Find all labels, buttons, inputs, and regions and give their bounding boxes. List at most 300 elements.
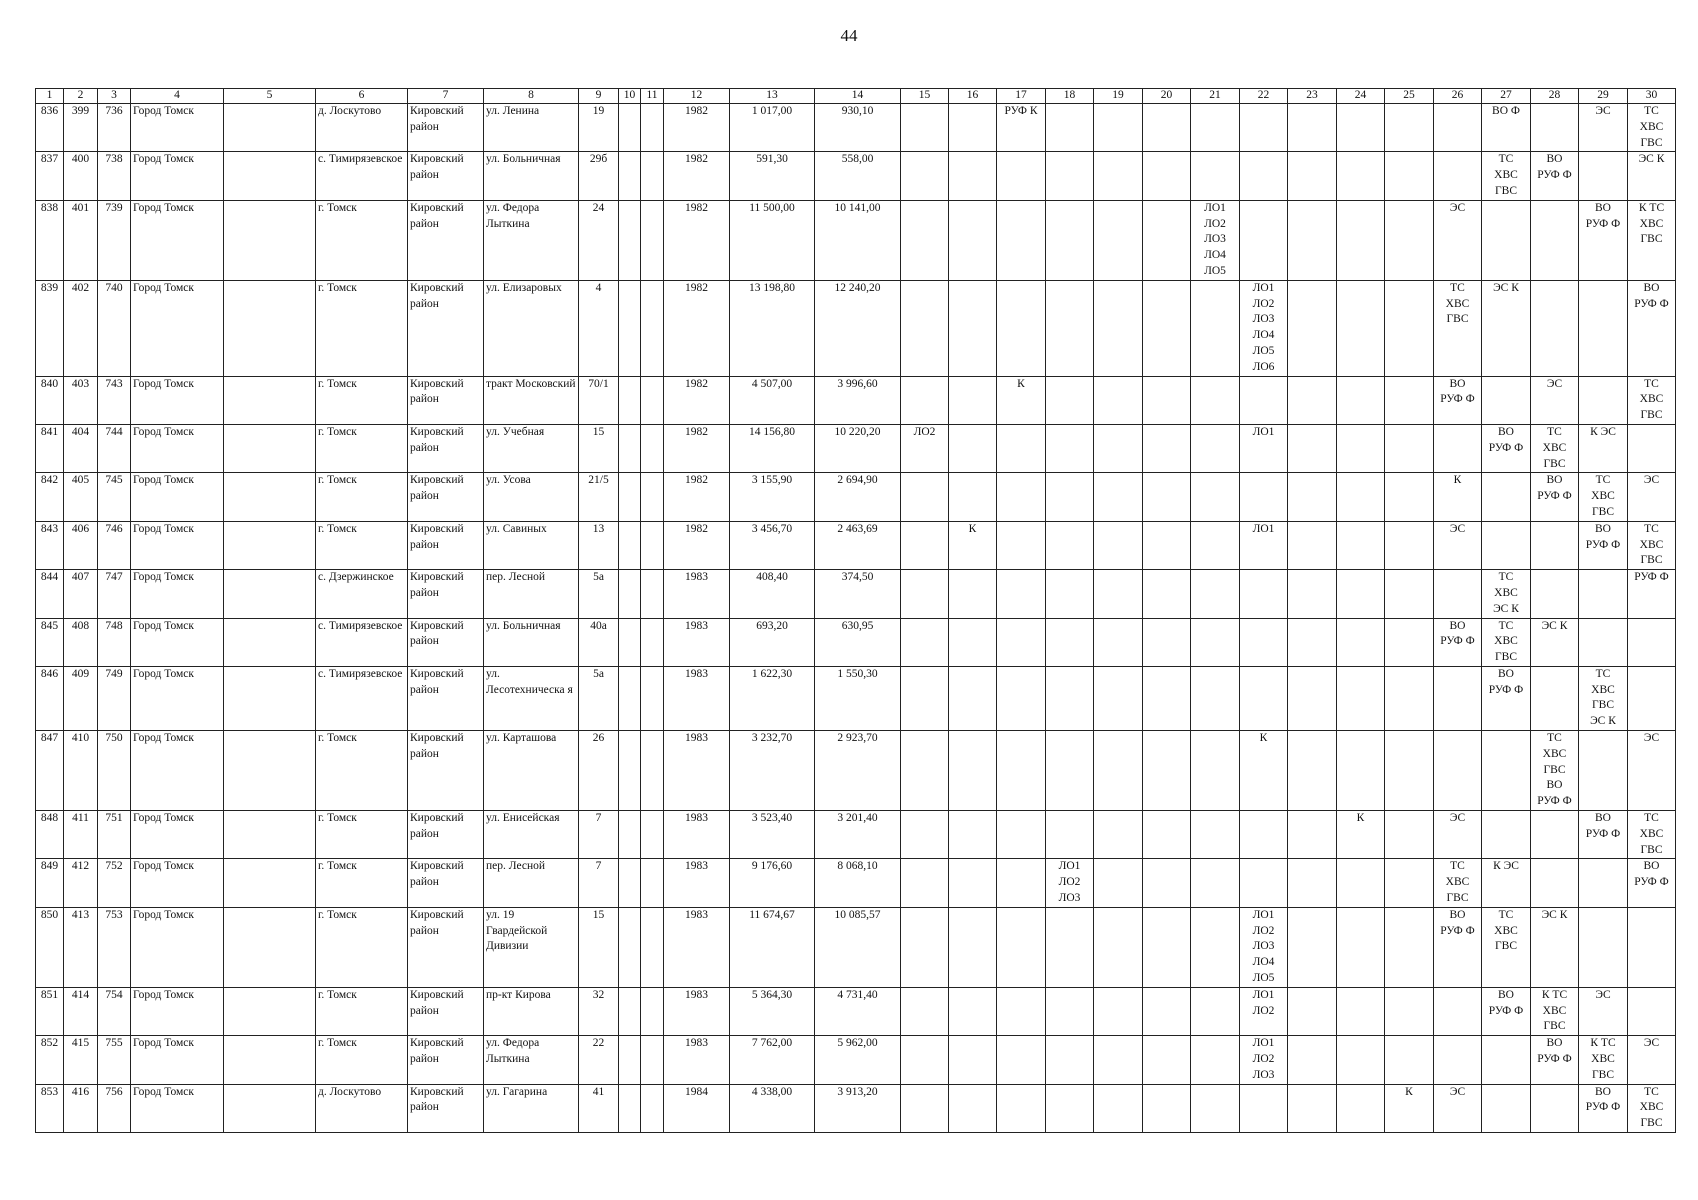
table-cell-col-12: 1983 (664, 618, 730, 666)
table-cell-col-26: ВО РУФ Ф (1434, 618, 1482, 666)
table-cell-col-27 (1482, 1084, 1531, 1132)
table-cell-col-17 (997, 811, 1046, 859)
table-row (36, 280, 1676, 376)
table-cell-col-7: Кировский район (408, 473, 484, 521)
table-cell-col-9: 32 (579, 987, 619, 1035)
table-cell-col-18 (1046, 200, 1094, 280)
table-cell-col-10 (619, 570, 641, 618)
table-cell-col-7: Кировский район (408, 521, 484, 569)
column-header-6: 6 (316, 89, 408, 104)
table-cell-col-4: Город Томск (131, 618, 224, 666)
table-cell-col-5 (224, 280, 316, 376)
table-cell-col-11 (641, 618, 664, 666)
table-cell-col-28 (1531, 200, 1579, 280)
table-cell-col-11 (641, 570, 664, 618)
table-cell-col-15 (901, 859, 949, 907)
table-cell-col-16 (949, 731, 997, 811)
table-cell-col-2: 408 (64, 618, 98, 666)
table-cell-col-3: 756 (98, 1084, 131, 1132)
table-cell-col-8: пер. Лесной (484, 570, 579, 618)
table-cell-col-25 (1385, 376, 1434, 424)
table-cell-col-19 (1094, 987, 1143, 1035)
table-cell-col-13: 13 198,80 (730, 280, 815, 376)
table-cell-col-6: с. Тимирязевское (316, 666, 408, 730)
table-cell-col-25 (1385, 618, 1434, 666)
table-cell-col-20 (1143, 521, 1191, 569)
table-cell-col-2: 403 (64, 376, 98, 424)
table-cell-col-23 (1288, 666, 1337, 730)
table-cell-col-19 (1094, 473, 1143, 521)
table-cell-col-24 (1337, 731, 1385, 811)
table-cell-col-8: ул. Усова (484, 473, 579, 521)
table-cell-col-8: ул. Гагарина (484, 1084, 579, 1132)
column-header-14: 14 (815, 89, 901, 104)
table-cell-col-24 (1337, 521, 1385, 569)
table-cell-col-21 (1191, 152, 1240, 200)
table-cell-col-3: 739 (98, 200, 131, 280)
table-cell-col-14: 4 731,40 (815, 987, 901, 1035)
table-cell-col-5 (224, 424, 316, 472)
table-cell-col-10 (619, 424, 641, 472)
table-cell-col-26 (1434, 570, 1482, 618)
table-cell-col-14: 1 550,30 (815, 666, 901, 730)
table-cell-col-7: Кировский район (408, 104, 484, 152)
table-cell-col-10 (619, 473, 641, 521)
table-cell-col-14: 10 085,57 (815, 907, 901, 987)
table-cell-col-2: 405 (64, 473, 98, 521)
table-cell-col-5 (224, 987, 316, 1035)
column-header-20: 20 (1143, 89, 1191, 104)
table-cell-col-30: ЭС (1628, 731, 1676, 811)
table-cell-col-18 (1046, 521, 1094, 569)
table-cell-col-7: Кировский район (408, 907, 484, 987)
table-cell-col-5 (224, 859, 316, 907)
table-cell-col-13: 4 338,00 (730, 1084, 815, 1132)
table-cell-col-15 (901, 521, 949, 569)
table-row (36, 907, 1676, 987)
table-cell-col-18 (1046, 907, 1094, 987)
housing-register-table (35, 88, 1676, 1133)
table-cell-col-26: ТС ХВС ГВС (1434, 859, 1482, 907)
table-cell-col-22: ЛО1 ЛО2 ЛО3 (1240, 1036, 1288, 1084)
table-cell-col-18 (1046, 104, 1094, 152)
table-cell-col-15 (901, 987, 949, 1035)
table-cell-col-4: Город Томск (131, 280, 224, 376)
table-cell-col-4: Город Томск (131, 859, 224, 907)
table-cell-col-14: 2 694,90 (815, 473, 901, 521)
table-cell-col-8: пр-кт Кирова (484, 987, 579, 1035)
table-cell-col-22 (1240, 376, 1288, 424)
table-cell-col-27: ВО РУФ Ф (1482, 424, 1531, 472)
table-cell-col-16: К (949, 521, 997, 569)
table-cell-col-28: ЭС (1531, 376, 1579, 424)
table-cell-col-3: 755 (98, 1036, 131, 1084)
table-cell-col-28 (1531, 570, 1579, 618)
table-row (36, 666, 1676, 730)
table-cell-col-1: 839 (36, 280, 64, 376)
table-cell-col-30: ВО РУФ Ф (1628, 859, 1676, 907)
table-cell-col-19 (1094, 200, 1143, 280)
table-cell-col-24 (1337, 280, 1385, 376)
table-cell-col-19 (1094, 521, 1143, 569)
table-cell-col-24 (1337, 570, 1385, 618)
table-cell-col-11 (641, 521, 664, 569)
table-cell-col-30: РУФ Ф (1628, 570, 1676, 618)
table-cell-col-28 (1531, 811, 1579, 859)
table-cell-col-19 (1094, 907, 1143, 987)
table-row (36, 473, 1676, 521)
table-cell-col-28 (1531, 521, 1579, 569)
table-cell-col-12: 1983 (664, 811, 730, 859)
table-cell-col-10 (619, 987, 641, 1035)
table-cell-col-4: Город Томск (131, 104, 224, 152)
table-cell-col-12: 1983 (664, 987, 730, 1035)
table-cell-col-22: ЛО1 ЛО2 ЛО3 ЛО4 ЛО5 (1240, 907, 1288, 987)
table-cell-col-22 (1240, 152, 1288, 200)
table-cell-col-7: Кировский район (408, 859, 484, 907)
table-cell-col-12: 1982 (664, 473, 730, 521)
table-row (36, 731, 1676, 811)
table-cell-col-6: г. Томск (316, 376, 408, 424)
table-cell-col-21: ЛО1 ЛО2 ЛО3 ЛО4 ЛО5 (1191, 200, 1240, 280)
table-cell-col-30 (1628, 987, 1676, 1035)
table-cell-col-2: 410 (64, 731, 98, 811)
table-cell-col-17 (997, 570, 1046, 618)
table-cell-col-30: ТС ХВС ГВС (1628, 104, 1676, 152)
table-cell-col-20 (1143, 811, 1191, 859)
table-cell-col-17 (997, 907, 1046, 987)
table-cell-col-16 (949, 473, 997, 521)
table-cell-col-19 (1094, 152, 1143, 200)
table-cell-col-14: 10 141,00 (815, 200, 901, 280)
table-cell-col-10 (619, 1036, 641, 1084)
table-cell-col-17 (997, 1036, 1046, 1084)
table-cell-col-4: Город Томск (131, 811, 224, 859)
table-cell-col-7: Кировский район (408, 987, 484, 1035)
table-cell-col-18 (1046, 811, 1094, 859)
table-cell-col-7: Кировский район (408, 152, 484, 200)
table-cell-col-5 (224, 376, 316, 424)
table-cell-col-28 (1531, 1084, 1579, 1132)
table-cell-col-29: К ТС ХВС ГВС (1579, 1036, 1628, 1084)
table-cell-col-5 (224, 731, 316, 811)
column-header-21: 21 (1191, 89, 1240, 104)
table-cell-col-21 (1191, 473, 1240, 521)
table-cell-col-11 (641, 473, 664, 521)
table-cell-col-27 (1482, 473, 1531, 521)
table-cell-col-30 (1628, 424, 1676, 472)
table-cell-col-6: г. Томск (316, 859, 408, 907)
table-cell-col-29: ВО РУФ Ф (1579, 521, 1628, 569)
table-cell-col-9: 7 (579, 859, 619, 907)
table-cell-col-1: 836 (36, 104, 64, 152)
table-cell-col-24 (1337, 987, 1385, 1035)
column-header-29: 29 (1579, 89, 1628, 104)
table-cell-col-17 (997, 666, 1046, 730)
table-cell-col-21 (1191, 1084, 1240, 1132)
table-cell-col-6: г. Томск (316, 200, 408, 280)
table-cell-col-30: ТС ХВС ГВС (1628, 521, 1676, 569)
table-cell-col-13: 3 155,90 (730, 473, 815, 521)
table-cell-col-22: ЛО1 ЛО2 ЛО3 ЛО4 ЛО5 ЛО6 (1240, 280, 1288, 376)
table-cell-col-12: 1982 (664, 376, 730, 424)
table-cell-col-14: 558,00 (815, 152, 901, 200)
column-header-11: 11 (641, 89, 664, 104)
table-cell-col-11 (641, 200, 664, 280)
table-cell-col-6: г. Томск (316, 1036, 408, 1084)
table-cell-col-18 (1046, 152, 1094, 200)
table-cell-col-6: г. Томск (316, 473, 408, 521)
table-cell-col-3: 749 (98, 666, 131, 730)
table-cell-col-28: ВО РУФ Ф (1531, 1036, 1579, 1084)
table-cell-col-18 (1046, 424, 1094, 472)
table-cell-col-7: Кировский район (408, 1036, 484, 1084)
table-cell-col-3: 753 (98, 907, 131, 987)
table-cell-col-20 (1143, 859, 1191, 907)
table-cell-col-16 (949, 1084, 997, 1132)
table-cell-col-12: 1982 (664, 200, 730, 280)
table-cell-col-18 (1046, 280, 1094, 376)
table-cell-col-19 (1094, 859, 1143, 907)
table-cell-col-9: 5а (579, 570, 619, 618)
table-cell-col-26: ЭС (1434, 811, 1482, 859)
table-cell-col-26 (1434, 152, 1482, 200)
table-cell-col-26: ЭС (1434, 200, 1482, 280)
table-cell-col-6: с. Тимирязевское (316, 152, 408, 200)
table-cell-col-8: ул. Учебная (484, 424, 579, 472)
table-cell-col-27: К ЭС (1482, 859, 1531, 907)
table-cell-col-17 (997, 424, 1046, 472)
column-header-8: 8 (484, 89, 579, 104)
table-cell-col-5 (224, 104, 316, 152)
table-cell-col-12: 1984 (664, 1084, 730, 1132)
table-cell-col-18 (1046, 473, 1094, 521)
table-cell-col-21 (1191, 666, 1240, 730)
table-cell-col-22 (1240, 104, 1288, 152)
table-cell-col-24 (1337, 376, 1385, 424)
column-header-24: 24 (1337, 89, 1385, 104)
table-cell-col-27 (1482, 200, 1531, 280)
table-cell-col-29 (1579, 280, 1628, 376)
table-cell-col-25 (1385, 280, 1434, 376)
table-cell-col-5 (224, 618, 316, 666)
table-cell-col-21 (1191, 376, 1240, 424)
table-cell-col-21 (1191, 1036, 1240, 1084)
table-cell-col-10 (619, 731, 641, 811)
table-cell-col-4: Город Томск (131, 907, 224, 987)
table-cell-col-17 (997, 521, 1046, 569)
table-cell-col-21 (1191, 859, 1240, 907)
table-cell-col-10 (619, 811, 641, 859)
table-cell-col-11 (641, 104, 664, 152)
table-cell-col-10 (619, 1084, 641, 1132)
table-cell-col-6: д. Лоскутово (316, 1084, 408, 1132)
table-cell-col-8: ул. Ленина (484, 104, 579, 152)
table-cell-col-22 (1240, 618, 1288, 666)
table-cell-col-8: ул. Больничная (484, 618, 579, 666)
table-cell-col-5 (224, 473, 316, 521)
table-cell-col-3: 747 (98, 570, 131, 618)
table-cell-col-12: 1982 (664, 424, 730, 472)
table-cell-col-3: 744 (98, 424, 131, 472)
table-cell-col-19 (1094, 280, 1143, 376)
table-cell-col-17 (997, 618, 1046, 666)
table-row (36, 376, 1676, 424)
table-cell-col-26: ТС ХВС ГВС (1434, 280, 1482, 376)
table-cell-col-6: г. Томск (316, 424, 408, 472)
table-cell-col-8: ул. Карташова (484, 731, 579, 811)
table-cell-col-5 (224, 1084, 316, 1132)
column-header-7: 7 (408, 89, 484, 104)
table-cell-col-17 (997, 731, 1046, 811)
table-cell-col-2: 399 (64, 104, 98, 152)
table-cell-col-1: 838 (36, 200, 64, 280)
table-cell-col-26: ВО РУФ Ф (1434, 376, 1482, 424)
table-cell-col-16 (949, 907, 997, 987)
table-cell-col-20 (1143, 666, 1191, 730)
table-cell-col-9: 15 (579, 424, 619, 472)
table-cell-col-30: ЭС К (1628, 152, 1676, 200)
table-cell-col-11 (641, 731, 664, 811)
table-cell-col-23 (1288, 473, 1337, 521)
table-cell-col-30: ВО РУФ Ф (1628, 280, 1676, 376)
table-cell-col-24 (1337, 666, 1385, 730)
table-cell-col-17: К (997, 376, 1046, 424)
table-cell-col-12: 1983 (664, 907, 730, 987)
table-cell-col-27 (1482, 731, 1531, 811)
table-cell-col-8: ул. 19 Гвардейской Дивизии (484, 907, 579, 987)
table-cell-col-3: 746 (98, 521, 131, 569)
table-cell-col-18 (1046, 376, 1094, 424)
table-cell-col-21 (1191, 618, 1240, 666)
table-cell-col-18 (1046, 987, 1094, 1035)
table-cell-col-4: Город Томск (131, 1084, 224, 1132)
table-cell-col-30: ТС ХВС ГВС (1628, 1084, 1676, 1132)
table-cell-col-29 (1579, 907, 1628, 987)
table-cell-col-8: ул. Лесотехническа я (484, 666, 579, 730)
table-cell-col-4: Город Томск (131, 987, 224, 1035)
table-cell-col-25: К (1385, 1084, 1434, 1132)
table-cell-col-14: 3 996,60 (815, 376, 901, 424)
table-cell-col-13: 591,30 (730, 152, 815, 200)
table-cell-col-29 (1579, 570, 1628, 618)
table-cell-col-3: 752 (98, 859, 131, 907)
table-cell-col-26 (1434, 424, 1482, 472)
table-cell-col-13: 3 232,70 (730, 731, 815, 811)
table-cell-col-27: ТС ХВС ГВС (1482, 907, 1531, 987)
table-cell-col-24 (1337, 152, 1385, 200)
table-cell-col-17 (997, 280, 1046, 376)
table-cell-col-9: 21/5 (579, 473, 619, 521)
table-cell-col-28 (1531, 666, 1579, 730)
column-header-17: 17 (997, 89, 1046, 104)
table-cell-col-19 (1094, 104, 1143, 152)
table-cell-col-28 (1531, 859, 1579, 907)
table-cell-col-11 (641, 152, 664, 200)
table-cell-col-10 (619, 859, 641, 907)
table-cell-col-12: 1982 (664, 152, 730, 200)
table-cell-col-16 (949, 570, 997, 618)
column-header-28: 28 (1531, 89, 1579, 104)
table-cell-col-23 (1288, 570, 1337, 618)
table-cell-col-23 (1288, 1036, 1337, 1084)
table-cell-col-21 (1191, 570, 1240, 618)
table-cell-col-4: Город Томск (131, 666, 224, 730)
table-cell-col-8: ул. Савиных (484, 521, 579, 569)
table-cell-col-30 (1628, 907, 1676, 987)
table-cell-col-26: ВО РУФ Ф (1434, 907, 1482, 987)
table-cell-col-19 (1094, 570, 1143, 618)
table-cell-col-15 (901, 1036, 949, 1084)
table-cell-col-23 (1288, 731, 1337, 811)
table-cell-col-25 (1385, 859, 1434, 907)
table-cell-col-27: ТС ХВС ГВС (1482, 152, 1531, 200)
table-cell-col-14: 8 068,10 (815, 859, 901, 907)
table-cell-col-15 (901, 104, 949, 152)
column-header-1: 1 (36, 89, 64, 104)
table-cell-col-25 (1385, 666, 1434, 730)
table-cell-col-23 (1288, 811, 1337, 859)
table-cell-col-18 (1046, 1036, 1094, 1084)
table-cell-col-20 (1143, 473, 1191, 521)
table-cell-col-14: 930,10 (815, 104, 901, 152)
table-cell-col-11 (641, 666, 664, 730)
table-cell-col-22 (1240, 811, 1288, 859)
table-cell-col-2: 413 (64, 907, 98, 987)
table-cell-col-13: 11 674,67 (730, 907, 815, 987)
table-cell-col-21 (1191, 987, 1240, 1035)
table-cell-col-22: ЛО1 (1240, 424, 1288, 472)
table-cell-col-19 (1094, 666, 1143, 730)
table-cell-col-9: 26 (579, 731, 619, 811)
table-cell-col-12: 1983 (664, 570, 730, 618)
table-cell-col-26 (1434, 731, 1482, 811)
table-row (36, 424, 1676, 472)
table-cell-col-21 (1191, 811, 1240, 859)
table-cell-col-17 (997, 859, 1046, 907)
table-cell-col-26 (1434, 1036, 1482, 1084)
table-cell-col-26: К (1434, 473, 1482, 521)
table-cell-col-19 (1094, 424, 1143, 472)
table-cell-col-28 (1531, 104, 1579, 152)
table-cell-col-4: Город Томск (131, 570, 224, 618)
table-cell-col-24 (1337, 473, 1385, 521)
table-cell-col-3: 751 (98, 811, 131, 859)
table-cell-col-11 (641, 376, 664, 424)
table-cell-col-7: Кировский район (408, 666, 484, 730)
table-cell-col-3: 743 (98, 376, 131, 424)
table-cell-col-25 (1385, 987, 1434, 1035)
table-cell-col-6: г. Томск (316, 811, 408, 859)
table-cell-col-7: Кировский район (408, 618, 484, 666)
page-number: 44 (840, 26, 858, 45)
column-header-19: 19 (1094, 89, 1143, 104)
table-cell-col-1: 849 (36, 859, 64, 907)
table-cell-col-8: ул. Федора Лыткина (484, 200, 579, 280)
table-cell-col-13: 7 762,00 (730, 1036, 815, 1084)
table-row (36, 104, 1676, 152)
table-cell-col-13: 4 507,00 (730, 376, 815, 424)
table-row (36, 521, 1676, 569)
table-cell-col-11 (641, 1084, 664, 1132)
column-header-18: 18 (1046, 89, 1094, 104)
column-header-3: 3 (98, 89, 131, 104)
table-cell-col-14: 5 962,00 (815, 1036, 901, 1084)
table-cell-col-11 (641, 280, 664, 376)
table-cell-col-21 (1191, 424, 1240, 472)
table-cell-col-6: г. Томск (316, 521, 408, 569)
table-cell-col-28: ТС ХВС ГВС ВО РУФ Ф (1531, 731, 1579, 811)
